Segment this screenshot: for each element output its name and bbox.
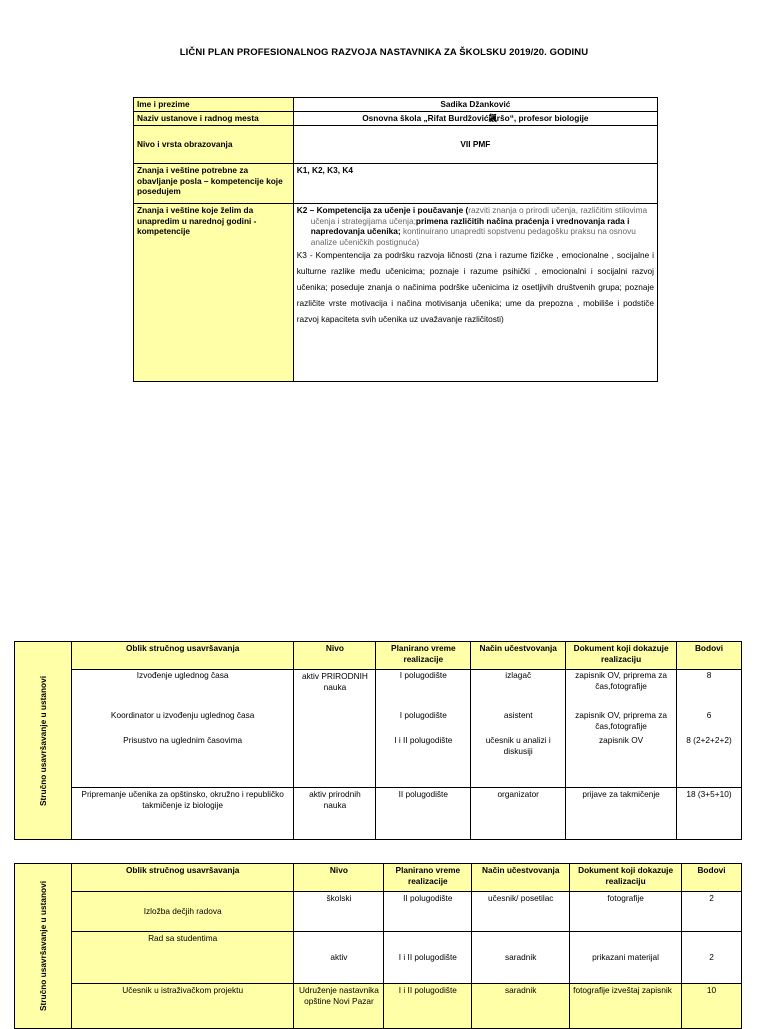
institution-label: Naziv ustanove i radnog mesta (134, 112, 294, 126)
education-value: VII PMF (293, 126, 657, 164)
header-dokument: Dokument koji dokazuje realizaciju (566, 642, 677, 670)
k3-block: K3 - Kompentencija za podršku razvoja ličnosti (zna i razume fizičke , emocionalne , socijalne i kulturne razlike među učenicima; poznaje i razume psihički , emocionalni i socijalni razvoj učenika; poseduje znanja o načinima podrške učenicima iz osetljivih društvenih grupa; poznaje različite vrste motivacija i načina motivisanja učenika; ume da prepozna , mobiliše i podstiče razvoj kapaciteta svih učenika uz uvažavanje različitosti) (296, 250, 654, 324)
goals-value (293, 204, 657, 382)
header-oblik: Oblik stručnog usavršavanja (71, 864, 294, 892)
header-bodovi: Bodovi (682, 864, 742, 892)
header-bodovi: Bodovi (677, 642, 742, 670)
header-vreme: Planirano vreme realizacije (376, 642, 471, 670)
table-row: Izložba dečjih radova školski II polugodište učesnik/ posetilac fotografije 2 (15, 892, 742, 932)
side-label-1: Stručno usavršavanje u ustanovi (15, 642, 72, 840)
skills-label: Znanja i veštine potrebne za obavljanje posla – kompetencije koje posedujem (134, 164, 294, 204)
header-oblik: Oblik stručnog usavršavanja (71, 642, 294, 670)
name-label: Ime i prezime (134, 98, 294, 112)
side-label-2: Stručno usavršavanje u ustanovi (15, 864, 72, 1029)
header-nivo: Nivo (294, 864, 384, 892)
education-label: Nivo i vrsta obrazovanja (134, 126, 294, 164)
k2-block: K2 – Kompetencija za učenje i poučavanje (razviti znanja o prirodi učenja, različitim stilovima učenja i strategijama učenja;primena različitih načina praćenja i vrednovanja rada i napredovanja učenika; kontinuirano unapredti sopstvenu pedagošku praksu na osnovu analize učeničkih postignuća) (296, 205, 648, 247)
name-value: Sadika Džanković (293, 98, 657, 112)
table-row: Izvođenje uglednog časa Koordinator u izvođenju uglednog časa Prisustvo na uglednim časovima aktiv PRIRODNIH nauka I polugodište I polugodište I i II polugodište izlagač asistent učesnik u analizi i diskusiji zapisnik OV, priprema za čas,fotografije zapisnik OV, priprema za čas,fotografije zapisnik OV 8 6 8 (2+2+2+2) (15, 670, 742, 788)
header-dokument: Dokument koji dokazuje realizaciju (570, 864, 682, 892)
activities-table-2 (14, 863, 742, 1029)
info-table (133, 97, 658, 382)
goals-label: Znanja i veštine koje želim da unapredim u narednoj godini - kompetencije (134, 204, 294, 382)
activities-table-1 (14, 641, 742, 840)
table-row: Pripremanje učenika za opštinsko, okružno i republičko takmičenje iz biologije aktiv prirodnih nauka II polugodište organizator prijave za takmičenje 18 (3+5+10) (15, 788, 742, 840)
header-nacin: Način učestvovanja (472, 864, 570, 892)
institution-value: Osnovna škola „Rifat Burdžović飊ršo“, profesor biologije (293, 112, 657, 126)
header-nacin: Način učestvovanja (471, 642, 566, 670)
page-title: LIČNI PLAN PROFESIONALNOG RAZVOJA NASTAVNIKA ZA ŠKOLSKU 2019/20. GODINU (179, 47, 589, 58)
header-nivo: Nivo (294, 642, 376, 670)
table-row: Rad sa studentima aktiv I i II polugodište saradnik prikazani materijal 2 (15, 932, 742, 984)
header-vreme: Planirano vreme realizacije (384, 864, 472, 892)
skills-value: K1, K2, K3, K4 (293, 164, 657, 204)
table-row: Učesnik u istraživačkom projektu Udruženje nastavnika opštine Novi Pazar I i II polugodište saradnik fotografije izveštaj zapisnik 10 (15, 984, 742, 1029)
